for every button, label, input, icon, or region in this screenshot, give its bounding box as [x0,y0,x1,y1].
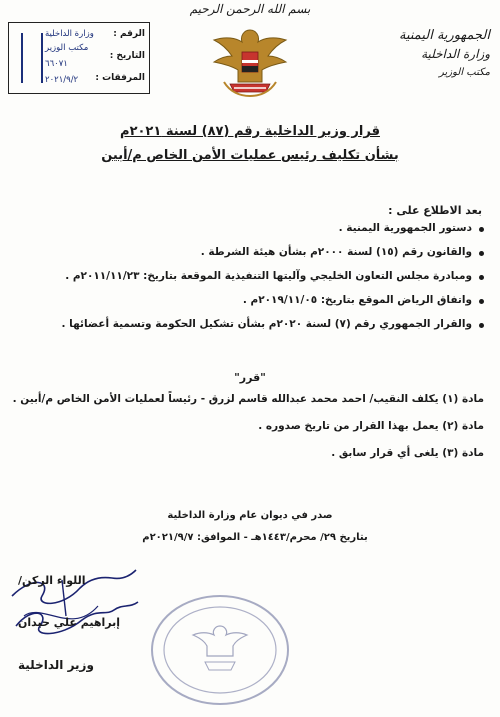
references-list [40,222,484,342]
basmala: بسم الله الرحمن الرحيم [189,2,311,16]
decision-title: قرار وزير الداخلية رقم (٨٧) لسنة ٢٠٢١م [120,124,380,139]
bullet-icon [479,299,484,304]
stamp-bar [21,33,43,83]
intro-line: بعد الاطلاع على : [388,204,482,217]
signer-title: وزير الداخلية [18,658,94,672]
letterhead-office: مكتب الوزير [438,67,490,78]
stamp-date: ٢٠٢١/٩/٢ [45,75,79,85]
issue-date: بتاريخ ٢٩/ محرم/١٤٤٣هـ - الموافق: ٢٠٢١/٩/٧م [142,532,368,543]
official-seal-icon [145,590,295,710]
article-3: مادة (٣) يلغى أي قرار سابق . [331,447,484,459]
letterhead-country: الجمهورية اليمنية [398,28,490,43]
reference-item [40,270,484,294]
signer-rank: اللواء الركن/ [18,574,86,587]
reference-item [40,318,484,342]
issued-line: صدر في ديوان عام وزارة الداخلية [167,510,333,521]
yemen-emblem-icon [200,22,300,100]
reference-text: ومبادرة مجلس التعاون الخليجي وآليتها التنفيذية الموقعة بتاريخ: ٢٠١١/١١/٢٣م . [65,270,472,282]
decided-heading: "قرر" [234,371,266,384]
bullet-icon [479,227,484,232]
bullet-icon [479,323,484,328]
bullet-icon [479,251,484,256]
reference-item [40,246,484,270]
stamp-ministry: وزارة الداخلية [45,29,94,39]
attachments-label: المرفقات : [95,73,145,83]
reference-item [40,222,484,246]
bullet-icon [479,275,484,280]
reference-item [40,294,484,318]
reference-text: دستور الجمهورية اليمنية . [338,222,472,234]
letterhead-ministry: وزارة الداخلية [421,47,490,61]
letterhead [360,28,490,78]
reference-box [8,22,150,94]
stamp-number: ٦٦٠٧١ [45,59,68,69]
signer-name: إبراهيم علي حيدان [18,616,120,629]
reference-text: والقانون رقم (١٥) لسنة ٢٠٠٠م بشأن هيئة الشرطة . [200,246,472,258]
reference-text: واتفاق الرياض الموقع بتاريخ: ٢٠١٩/١١/٠٥م . [242,294,472,306]
article-1: مادة (١) يكلف النقيب/ احمد محمد عبدالله قاسم لزرق - رئيساً لعمليات الأمن الخاص م/أبين . [12,393,484,405]
article-2: مادة (٢) يعمل بهذا القرار من تاريخ صدوره . [258,420,484,432]
decision-subject: بشأن تكليف رئيس عمليات الأمن الخاص م/أبين [101,148,399,163]
date-label: التاريخ : [109,51,145,61]
number-label: الرقم : [113,29,145,39]
stamp-office: مكتب الوزير [45,43,89,53]
reference-text: والقرار الجمهوري رقم (٧) لسنة ٢٠٢٠م بشأن تشكيل الحكومة وتسمية أعضائها . [61,318,472,330]
